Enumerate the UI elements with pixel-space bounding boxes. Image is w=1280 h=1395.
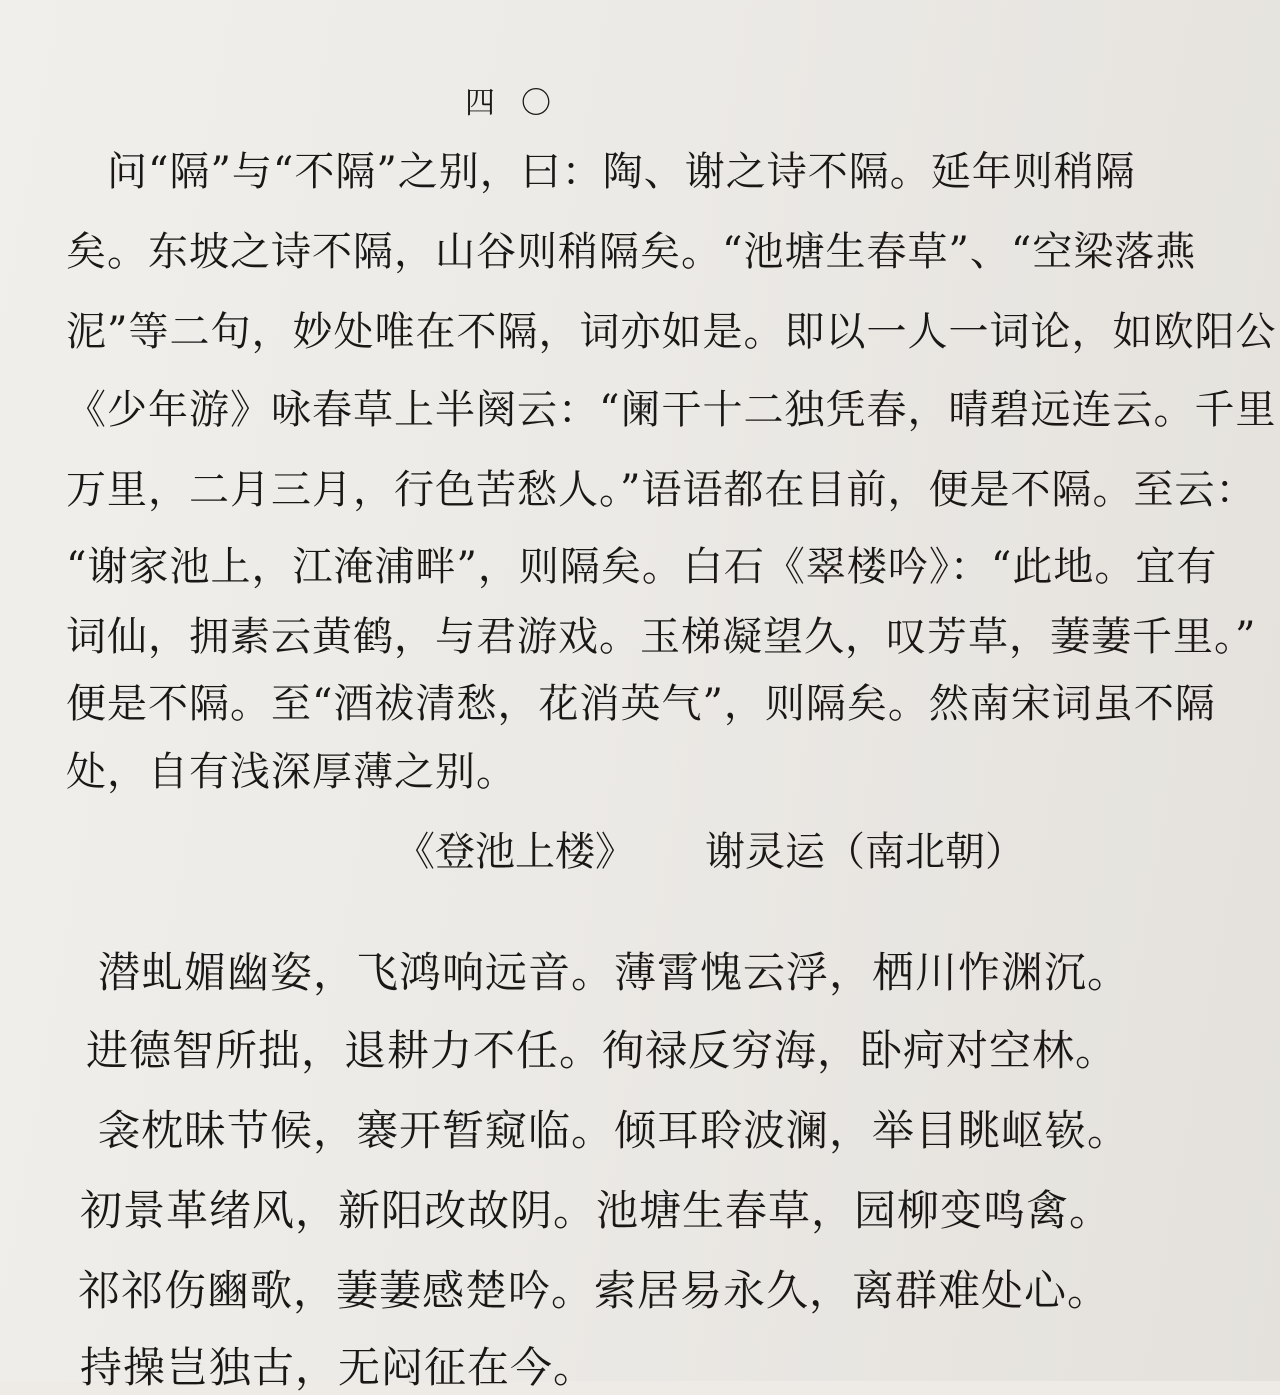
paragraph-line: 处，自有浅深厚薄之别。 [66,749,517,795]
poem-line: 初景革绪风，新阳改故阴。池塘生春草，园柳变鸣禽。 [80,1186,1113,1235]
poem-line: 潜虬媚幽姿，飞鸿响远音。薄霄愧云浮，栖川怍渊沉。 [98,948,1131,997]
paragraph-line: 泥”等二句，妙处唯在不隔，词亦如是。即以一人一词论，如欧阳公 [66,309,1277,355]
paragraph-line: “谢家池上，江淹浦畔”，则隔矣。白石《翠楼吟》：“此地。宜有 [66,544,1218,590]
poem-heading [395,820,1025,877]
section-number: 四〇 [465,86,577,121]
poem-era: （南北朝） [825,829,1025,875]
paragraph-line: 矣。东坡之诗不隔，山谷则稍隔矣。“池塘生春草”、“空梁落燕 [66,229,1197,275]
paragraph-line: 《少年游》咏春草上半阕云：“阑干十二独凭春，晴碧远连云。千里 [66,387,1277,433]
poem-line: 持操岂独古，无闷征在今。 [80,1343,597,1392]
poem-line: 进德智所拙，退耕力不任。徇禄反穷海，卧疴对空林。 [86,1026,1119,1075]
paragraph-line: 万里，二月三月，行色苦愁人。”语语都在目前，便是不隔。至云： [66,467,1257,513]
paragraph-line: 问“隔”与“不隔”之别，曰：陶、谢之诗不隔。延年则稍隔 [66,149,1136,195]
poem-title: 《登池上楼》 [395,829,635,875]
paragraph-line: 词仙，拥素云黄鹤，与君游戏。玉梯凝望久，叹芳草，萋萋千里。” [66,614,1257,660]
paragraph-line: 便是不隔。至“酒祓清愁，花消英气”，则隔矣。然南宋词虽不隔 [66,681,1216,727]
poem-line: 衾枕昧节候，褰开暂窥临。倾耳聆波澜，举目眺岖嵚。 [98,1106,1131,1155]
poem-author: 谢灵运 [705,829,825,875]
poem-line: 祁祁伤豳歌，萋萋感楚吟。索居易永久，离群难处心。 [78,1266,1111,1315]
